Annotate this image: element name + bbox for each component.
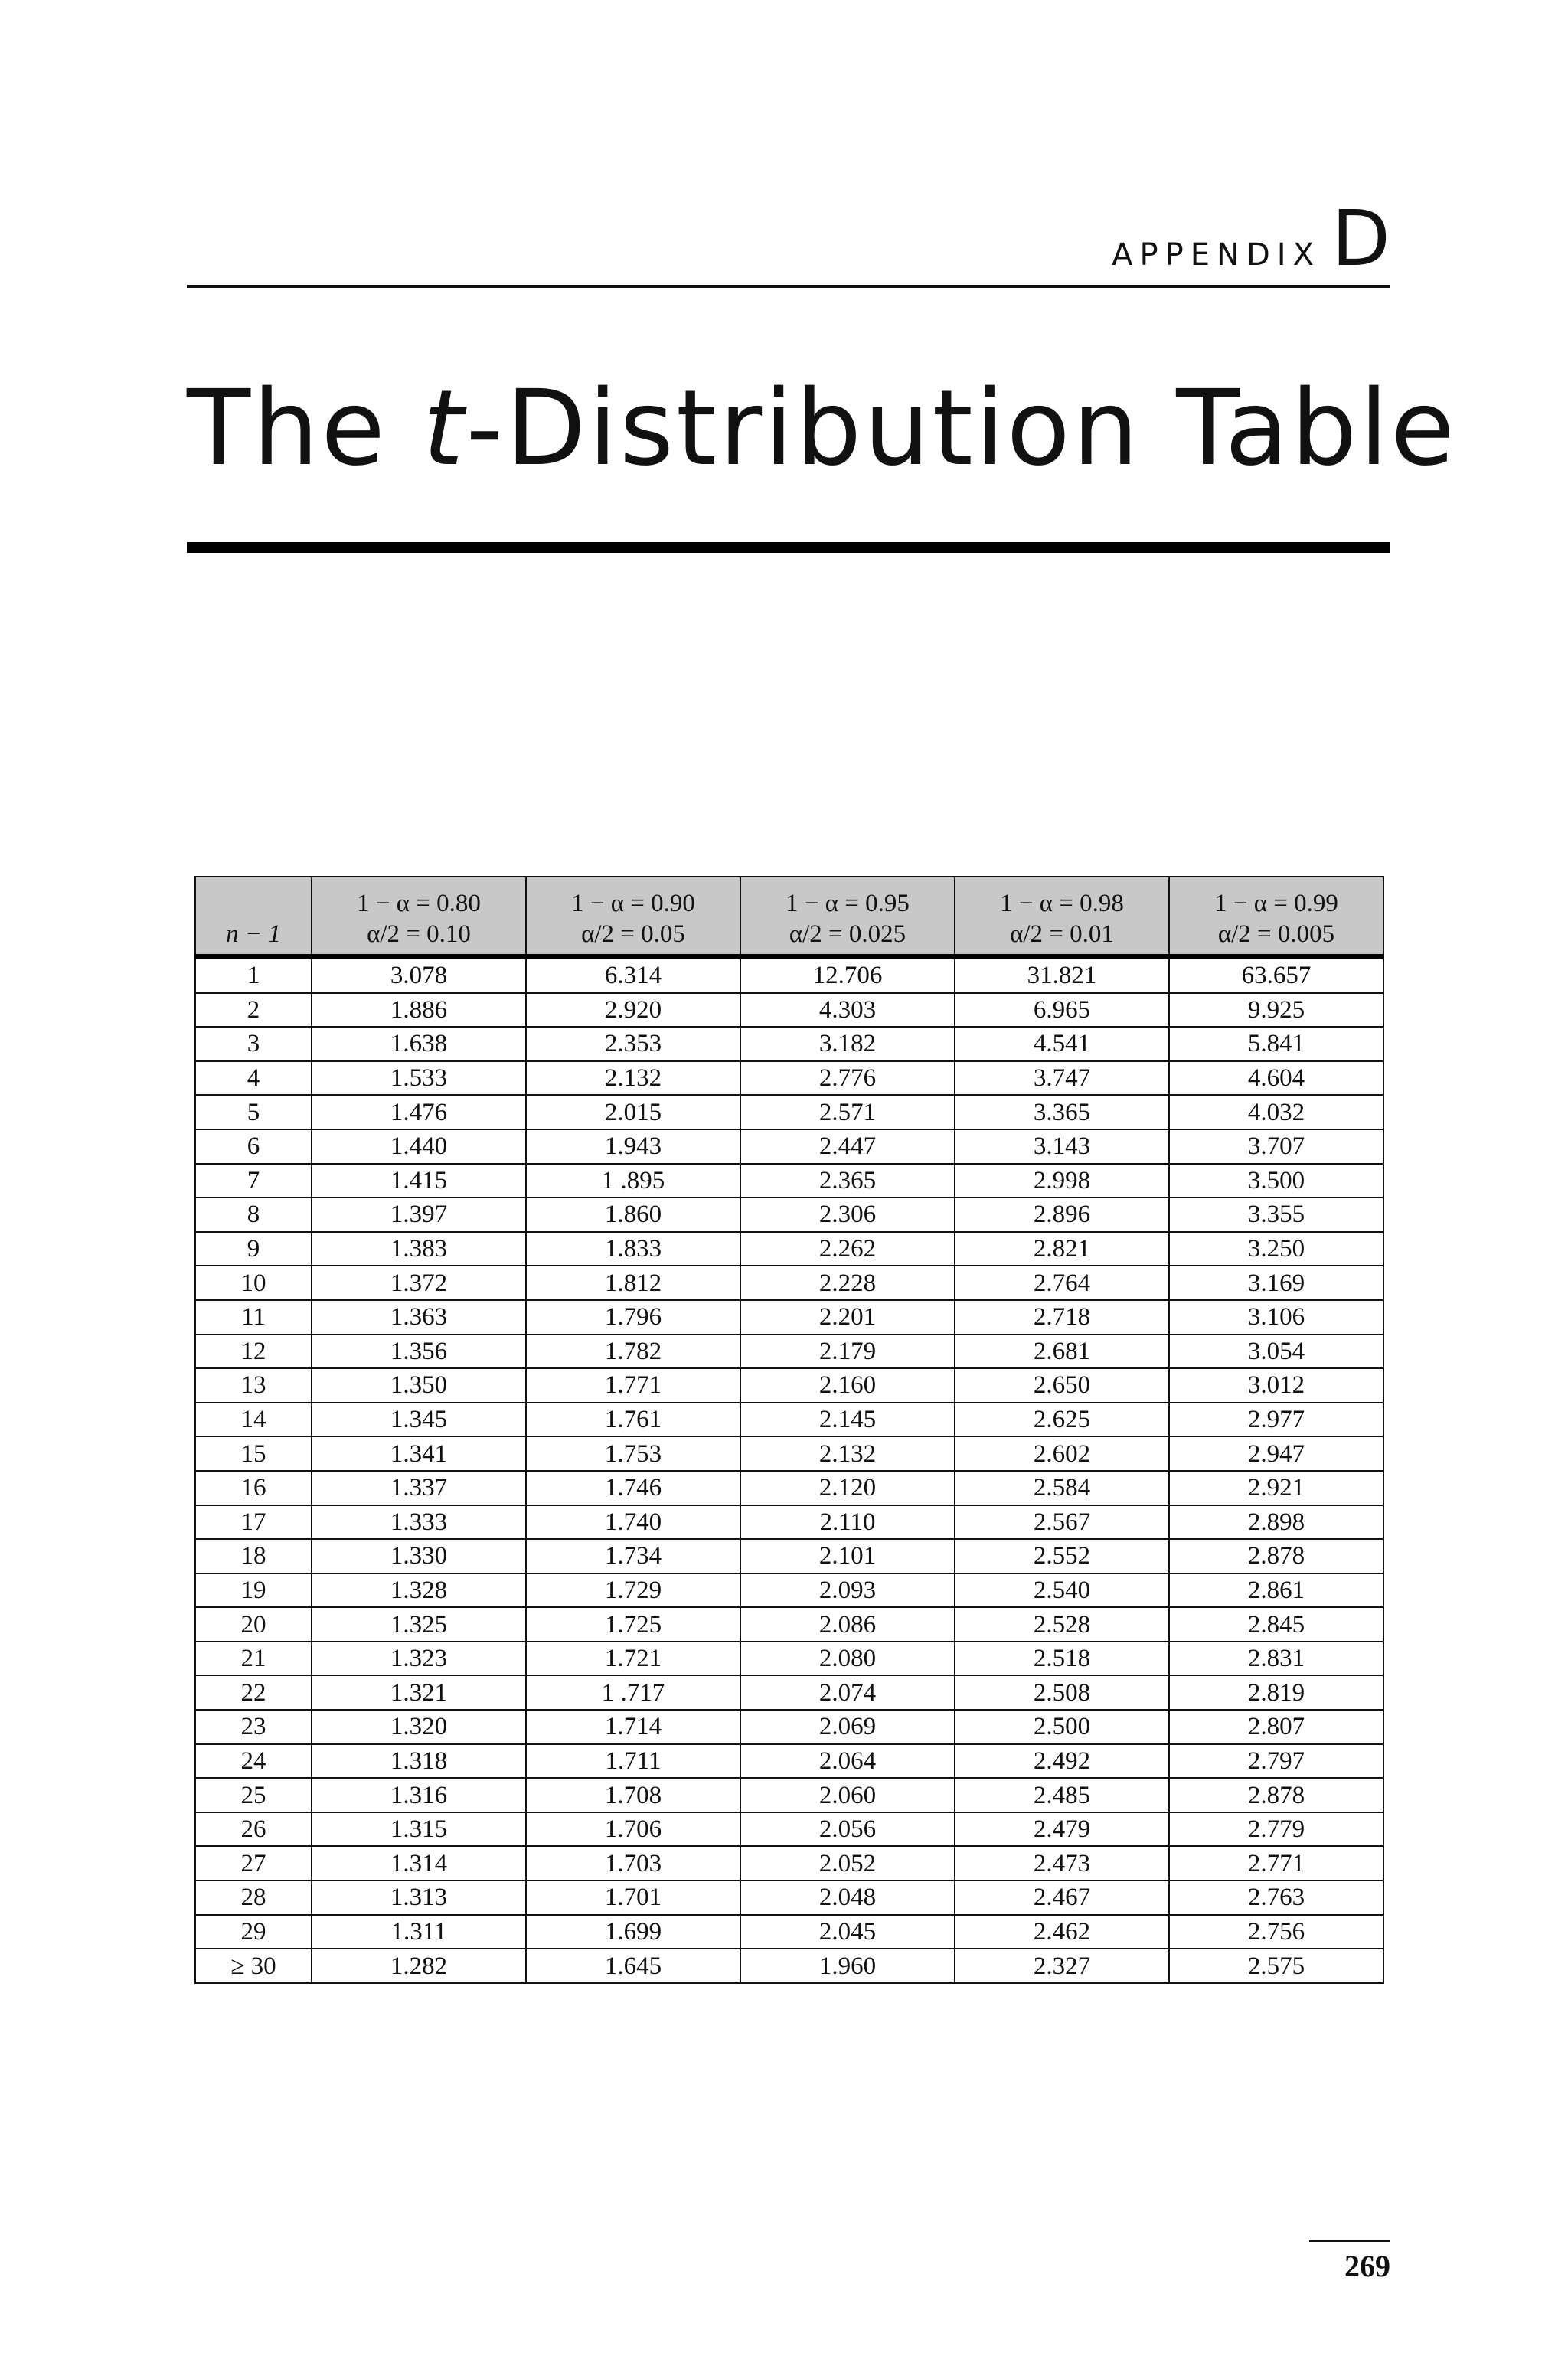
critical-value-cell: 1.315 [312, 1812, 526, 1847]
critical-value-cell: 1.314 [312, 1846, 526, 1880]
table-row [195, 1403, 1383, 1437]
critical-value-cell: 2.353 [526, 1027, 740, 1061]
critical-value-cell: 1.771 [526, 1368, 740, 1403]
critical-value-cell: 2.764 [955, 1266, 1169, 1300]
chapter-title [187, 368, 1457, 490]
critical-value-cell: 2.831 [1169, 1642, 1383, 1676]
critical-value-cell: 3.182 [740, 1027, 955, 1061]
critical-value-cell: 1.761 [526, 1403, 740, 1437]
critical-value-cell: 2.681 [955, 1335, 1169, 1369]
critical-value-cell: 4.303 [740, 993, 955, 1028]
critical-value-cell: 2.179 [740, 1335, 955, 1369]
table-row [195, 1061, 1383, 1096]
table-row [195, 1812, 1383, 1847]
critical-value-cell: 3.054 [1169, 1335, 1383, 1369]
critical-value-cell: 2.101 [740, 1539, 955, 1573]
critical-value-cell: 1.345 [312, 1403, 526, 1437]
critical-value-cell: 1.350 [312, 1368, 526, 1403]
critical-value-cell: 2.086 [740, 1607, 955, 1642]
critical-value-cell: 2.056 [740, 1812, 955, 1847]
critical-value-cell: 2.845 [1169, 1607, 1383, 1642]
df-cell: 9 [195, 1232, 312, 1266]
header-line-confidence: 1 − α = 0.90 [571, 890, 695, 917]
table-row [195, 1232, 1383, 1266]
critical-value-cell: 2.807 [1169, 1710, 1383, 1744]
df-cell: 25 [195, 1778, 312, 1812]
table-row [195, 1027, 1383, 1061]
df-cell: 12 [195, 1335, 312, 1369]
df-cell: 6 [195, 1129, 312, 1164]
critical-value-cell: 2.571 [740, 1095, 955, 1129]
critical-value-cell: 3.747 [955, 1061, 1169, 1096]
critical-value-cell: 2.528 [955, 1607, 1169, 1642]
critical-value-cell: 1.383 [312, 1232, 526, 1266]
critical-value-cell: 1.476 [312, 1095, 526, 1129]
critical-value-cell: 2.473 [955, 1846, 1169, 1880]
critical-value-cell: 2.327 [955, 1949, 1169, 1983]
critical-value-cell: 1.311 [312, 1915, 526, 1949]
critical-value-cell: 2.920 [526, 993, 740, 1028]
critical-value-cell: 2.045 [740, 1915, 955, 1949]
header-line-alpha: α/2 = 0.025 [789, 920, 906, 948]
critical-value-cell: 3.078 [312, 957, 526, 993]
critical-value-cell: 2.120 [740, 1471, 955, 1505]
chapter-title-suffix: -Distribution Table [466, 368, 1457, 489]
header-cell-confidence [526, 877, 740, 957]
df-cell: 10 [195, 1266, 312, 1300]
df-cell: 26 [195, 1812, 312, 1847]
critical-value-cell: 2.052 [740, 1846, 955, 1880]
table-row [195, 1846, 1383, 1880]
critical-value-cell: 1.337 [312, 1471, 526, 1505]
critical-value-cell: 2.584 [955, 1471, 1169, 1505]
chapter-title-variable: t [423, 368, 466, 489]
critical-value-cell: 3.707 [1169, 1129, 1383, 1164]
df-cell: 14 [195, 1403, 312, 1437]
appendix-letter: D [1331, 194, 1390, 283]
header-cell-confidence [1169, 877, 1383, 957]
critical-value-cell: 1.323 [312, 1642, 526, 1676]
critical-value-cell: 1.782 [526, 1335, 740, 1369]
header-line-alpha: α/2 = 0.005 [1217, 920, 1335, 948]
df-cell: 21 [195, 1642, 312, 1676]
table-row [195, 1095, 1383, 1129]
critical-value-cell: 2.069 [740, 1710, 955, 1744]
df-cell: 16 [195, 1471, 312, 1505]
critical-value-cell: 1.746 [526, 1471, 740, 1505]
critical-value-cell: 3.106 [1169, 1300, 1383, 1335]
df-cell: 5 [195, 1095, 312, 1129]
table-row [195, 1949, 1383, 1983]
df-cell: 7 [195, 1164, 312, 1198]
critical-value-cell: 2.074 [740, 1675, 955, 1710]
critical-value-cell: 1.282 [312, 1949, 526, 1983]
critical-value-cell: 4.541 [955, 1027, 1169, 1061]
appendix-label: APPENDIX [1112, 237, 1321, 273]
critical-value-cell: 2.896 [955, 1198, 1169, 1232]
df-cell: 17 [195, 1505, 312, 1540]
header-line-confidence: 1 − α = 0.98 [1000, 890, 1124, 917]
critical-value-cell: 1.533 [312, 1061, 526, 1096]
critical-value-cell: 1.725 [526, 1607, 740, 1642]
critical-value-cell: 1.356 [312, 1335, 526, 1369]
table-row [195, 1607, 1383, 1642]
critical-value-cell: 31.821 [955, 957, 1169, 993]
table-row [195, 1573, 1383, 1608]
critical-value-cell: 63.657 [1169, 957, 1383, 993]
critical-value-cell: 2.462 [955, 1915, 1169, 1949]
table-row [195, 1642, 1383, 1676]
critical-value-cell: 1.341 [312, 1436, 526, 1471]
header-cell-confidence [955, 877, 1169, 957]
critical-value-cell: 2.947 [1169, 1436, 1383, 1471]
title-rule [187, 542, 1390, 553]
critical-value-cell: 2.306 [740, 1198, 955, 1232]
critical-value-cell: 1.729 [526, 1573, 740, 1608]
critical-value-cell: 1.701 [526, 1880, 740, 1915]
header-cell-df [195, 877, 312, 957]
table-row [195, 1129, 1383, 1164]
critical-value-cell: 2.861 [1169, 1573, 1383, 1608]
critical-value-cell: 1.960 [740, 1949, 955, 1983]
critical-value-cell: 2.485 [955, 1778, 1169, 1812]
critical-value-cell: 2.898 [1169, 1505, 1383, 1540]
df-cell: 4 [195, 1061, 312, 1096]
df-cell: 20 [195, 1607, 312, 1642]
table-row [195, 1778, 1383, 1812]
header-line-alpha: n − 1 [226, 920, 281, 948]
critical-value-cell: 2.228 [740, 1266, 955, 1300]
table-row [195, 1266, 1383, 1300]
table-row [195, 1335, 1383, 1369]
df-cell: ≥ 30 [195, 1949, 312, 1983]
critical-value-cell: 1.313 [312, 1880, 526, 1915]
table-row [195, 1164, 1383, 1198]
df-cell: 18 [195, 1539, 312, 1573]
critical-value-cell: 2.540 [955, 1573, 1169, 1608]
header-line-alpha: α/2 = 0.05 [581, 920, 685, 948]
df-cell: 28 [195, 1880, 312, 1915]
critical-value-cell: 3.012 [1169, 1368, 1383, 1403]
table-row [195, 1471, 1383, 1505]
critical-value-cell: 6.965 [955, 993, 1169, 1028]
critical-value-cell: 2.467 [955, 1880, 1169, 1915]
table-row [195, 1505, 1383, 1540]
critical-value-cell: 3.500 [1169, 1164, 1383, 1198]
critical-value-cell: 1.325 [312, 1607, 526, 1642]
critical-value-cell: 1.833 [526, 1232, 740, 1266]
critical-value-cell: 1.706 [526, 1812, 740, 1847]
critical-value-cell: 1.812 [526, 1266, 740, 1300]
critical-value-cell: 2.977 [1169, 1403, 1383, 1437]
critical-value-cell: 2.998 [955, 1164, 1169, 1198]
critical-value-cell: 2.201 [740, 1300, 955, 1335]
critical-value-cell: 2.110 [740, 1505, 955, 1540]
table-row [195, 1880, 1383, 1915]
table-row [195, 1675, 1383, 1710]
critical-value-cell: 2.080 [740, 1642, 955, 1676]
critical-value-cell: 2.819 [1169, 1675, 1383, 1710]
critical-value-cell: 2.060 [740, 1778, 955, 1812]
critical-value-cell: 1.708 [526, 1778, 740, 1812]
critical-value-cell: 2.518 [955, 1642, 1169, 1676]
critical-value-cell: 2.093 [740, 1573, 955, 1608]
critical-value-cell: 1 .895 [526, 1164, 740, 1198]
critical-value-cell: 1.372 [312, 1266, 526, 1300]
critical-value-cell: 2.878 [1169, 1539, 1383, 1573]
critical-value-cell: 1.796 [526, 1300, 740, 1335]
table-row [195, 1198, 1383, 1232]
critical-value-cell: 1.753 [526, 1436, 740, 1471]
df-cell: 24 [195, 1744, 312, 1779]
critical-value-cell: 9.925 [1169, 993, 1383, 1028]
df-cell: 8 [195, 1198, 312, 1232]
header-row [195, 877, 1383, 957]
critical-value-cell: 2.763 [1169, 1880, 1383, 1915]
critical-value-cell: 2.160 [740, 1368, 955, 1403]
critical-value-cell: 3.365 [955, 1095, 1169, 1129]
critical-value-cell: 5.841 [1169, 1027, 1383, 1061]
df-cell: 11 [195, 1300, 312, 1335]
critical-value-cell: 12.706 [740, 957, 955, 993]
critical-value-cell: 2.797 [1169, 1744, 1383, 1779]
critical-value-cell: 1.333 [312, 1505, 526, 1540]
chapter-title-prefix: The [187, 368, 423, 489]
critical-value-cell: 2.779 [1169, 1812, 1383, 1847]
critical-value-cell: 2.771 [1169, 1846, 1383, 1880]
critical-value-cell: 6.314 [526, 957, 740, 993]
critical-value-cell: 1.714 [526, 1710, 740, 1744]
critical-value-cell: 1.328 [312, 1573, 526, 1608]
table-header [195, 877, 1383, 957]
critical-value-cell: 1.699 [526, 1915, 740, 1949]
df-cell: 23 [195, 1710, 312, 1744]
critical-value-cell: 3.143 [955, 1129, 1169, 1164]
critical-value-cell: 2.776 [740, 1061, 955, 1096]
critical-value-cell: 1.397 [312, 1198, 526, 1232]
critical-value-cell: 2.575 [1169, 1949, 1383, 1983]
header-line-confidence: 1 − α = 0.95 [786, 890, 910, 917]
table-row [195, 1710, 1383, 1744]
critical-value-cell: 2.878 [1169, 1778, 1383, 1812]
table-row [195, 957, 1383, 993]
critical-value-cell: 2.447 [740, 1129, 955, 1164]
df-cell: 3 [195, 1027, 312, 1061]
df-cell: 27 [195, 1846, 312, 1880]
table-row [195, 1915, 1383, 1949]
critical-value-cell: 1.886 [312, 993, 526, 1028]
header-line-alpha: α/2 = 0.10 [367, 920, 471, 948]
critical-value-cell: 2.492 [955, 1744, 1169, 1779]
critical-value-cell: 2.921 [1169, 1471, 1383, 1505]
critical-value-cell: 2.756 [1169, 1915, 1383, 1949]
critical-value-cell: 1.943 [526, 1129, 740, 1164]
critical-value-cell: 2.132 [526, 1061, 740, 1096]
critical-value-cell: 3.250 [1169, 1232, 1383, 1266]
critical-value-cell: 2.602 [955, 1436, 1169, 1471]
critical-value-cell: 2.821 [955, 1232, 1169, 1266]
critical-value-cell: 3.355 [1169, 1198, 1383, 1232]
critical-value-cell: 1.318 [312, 1744, 526, 1779]
critical-value-cell: 2.625 [955, 1403, 1169, 1437]
header-cell-confidence [312, 877, 526, 957]
df-cell: 15 [195, 1436, 312, 1471]
df-cell: 2 [195, 993, 312, 1028]
table-row [195, 1368, 1383, 1403]
critical-value-cell: 1.363 [312, 1300, 526, 1335]
critical-value-cell: 1.645 [526, 1949, 740, 1983]
critical-value-cell: 2.650 [955, 1368, 1169, 1403]
page-number: 269 [1309, 2240, 1390, 2288]
critical-value-cell: 2.262 [740, 1232, 955, 1266]
critical-value-cell: 1.734 [526, 1539, 740, 1573]
header-line-confidence: 1 − α = 0.80 [357, 890, 481, 917]
critical-value-cell: 2.508 [955, 1675, 1169, 1710]
critical-value-cell: 1.711 [526, 1744, 740, 1779]
critical-value-cell: 1.330 [312, 1539, 526, 1573]
header-cell-confidence [740, 877, 955, 957]
critical-value-cell: 2.132 [740, 1436, 955, 1471]
appendix-header [187, 194, 1390, 288]
critical-value-cell: 1.440 [312, 1129, 526, 1164]
critical-value-cell: 4.032 [1169, 1095, 1383, 1129]
critical-value-cell: 2.048 [740, 1880, 955, 1915]
table-body [195, 957, 1383, 1983]
critical-value-cell: 2.145 [740, 1403, 955, 1437]
critical-value-cell: 2.015 [526, 1095, 740, 1129]
df-cell: 13 [195, 1368, 312, 1403]
critical-value-cell: 2.552 [955, 1539, 1169, 1573]
critical-value-cell: 1 .717 [526, 1675, 740, 1710]
table-row [195, 993, 1383, 1028]
critical-value-cell: 1.321 [312, 1675, 526, 1710]
header-line-confidence: 1 − α = 0.99 [1214, 890, 1338, 917]
df-cell: 1 [195, 957, 312, 993]
critical-value-cell: 2.365 [740, 1164, 955, 1198]
table-row [195, 1300, 1383, 1335]
df-cell: 22 [195, 1675, 312, 1710]
critical-value-cell: 2.718 [955, 1300, 1169, 1335]
critical-value-cell: 3.169 [1169, 1266, 1383, 1300]
critical-value-cell: 1.740 [526, 1505, 740, 1540]
critical-value-cell: 4.604 [1169, 1061, 1383, 1096]
critical-value-cell: 2.064 [740, 1744, 955, 1779]
table-row [195, 1539, 1383, 1573]
header-line-alpha: α/2 = 0.01 [1010, 920, 1114, 948]
critical-value-cell: 1.703 [526, 1846, 740, 1880]
table-row [195, 1436, 1383, 1471]
critical-value-cell: 1.415 [312, 1164, 526, 1198]
header-line-confidence [196, 888, 311, 919]
critical-value-cell: 1.638 [312, 1027, 526, 1061]
critical-value-cell: 1.721 [526, 1642, 740, 1676]
table-row [195, 1744, 1383, 1779]
df-cell: 19 [195, 1573, 312, 1608]
critical-value-cell: 2.500 [955, 1710, 1169, 1744]
critical-value-cell: 2.479 [955, 1812, 1169, 1847]
critical-value-cell: 2.567 [955, 1505, 1169, 1540]
t-distribution-table [194, 876, 1384, 1984]
critical-value-cell: 1.316 [312, 1778, 526, 1812]
critical-value-cell: 1.320 [312, 1710, 526, 1744]
critical-value-cell: 1.860 [526, 1198, 740, 1232]
df-cell: 29 [195, 1915, 312, 1949]
